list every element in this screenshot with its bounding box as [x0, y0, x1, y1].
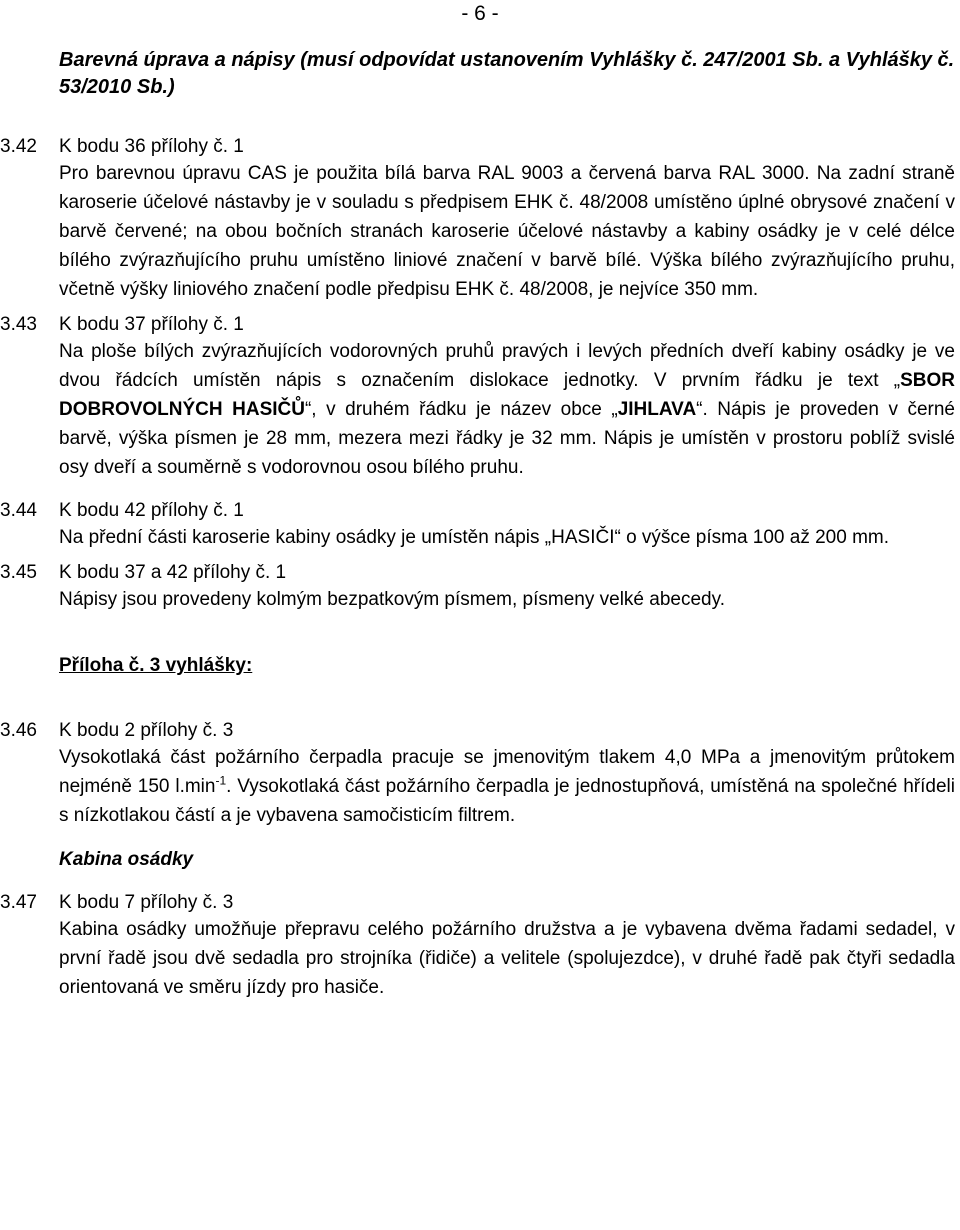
section-title: K bodu 7 přílohy č. 3 [59, 892, 234, 913]
intro-heading: Barevná úprava a nápisy (musí odpovídat ustanovením Vyhlášky č. 247/2001 Sb. a Vyhlášky č. 53/2010 Sb.) [59, 49, 955, 98]
section-3-42 [0, 134, 955, 304]
section-text: Kabina osádky umožňuje přepravu celého požárního družstva a je vybavena dvěma řadami sedadel, v první řadě jsou dvě sedadla pro strojníka (řidiče) a velitele (spolujezdce), v druhé řadě pak čtyři sedadla orientovaná ve směru jízdy pro hasiče. [59, 919, 955, 998]
section-number: 3.47 [0, 892, 37, 913]
section-heading [0, 312, 955, 337]
document-body [0, 47, 956, 1002]
page-number: - 6 - [461, 2, 499, 25]
section-3-45 [0, 560, 955, 614]
section-text: Nápisy jsou provedeny kolmým bezpatkovým písmem, písmeny velké abecedy. [59, 589, 725, 610]
section-title: K bodu 36 přílohy č. 1 [59, 136, 244, 157]
section-heading [0, 134, 955, 159]
section-heading [0, 718, 955, 743]
section-number: 3.46 [0, 720, 37, 741]
town-name-bold: JIHLAVA [617, 399, 697, 420]
section-title: K bodu 37 a 42 přílohy č. 1 [59, 562, 287, 583]
text-part: “. Nápis je proveden v černé barvě, výška písmen je 28 mm, mezera mezi řádky je 32 mm. Nápis je umístěn v prostoru poblíž svislé osy dveří a souměrně s vodorovnou osou bílého pruhu. [59, 399, 956, 478]
section-number: 3.43 [0, 314, 37, 335]
section-3-46 [0, 718, 955, 830]
text-part: “, v druhém řádku je název obce „ [304, 399, 618, 420]
text-part: . Vysokotlaká část požárního čerpadla je jednostupňová, umístěná na společné hřídeli s nízkotlakou částí a je vybavena samočisticím filtrem. [59, 776, 955, 826]
section-heading [0, 560, 955, 585]
section-text [59, 743, 955, 830]
section-number: 3.44 [0, 500, 37, 521]
section-title: K bodu 2 přílohy č. 3 [59, 720, 234, 741]
section-3-44 [0, 498, 955, 552]
section-heading [0, 890, 955, 915]
annex-heading: Příloha č. 3 vyhlášky: [59, 655, 253, 676]
section-title: K bodu 42 přílohy č. 1 [59, 500, 244, 521]
section-3-43 [0, 312, 956, 482]
text-part: Na ploše bílých zvýrazňujících vodorovných pruhů pravých i levých předních dveří kabiny osádky je ve dvou řádcích umístěn nápis s označením dislokace jednotky. V prvním řádku je text „ [59, 341, 955, 391]
unit-name-bold: SBOR DOBROVOLNÝCH HASIČŮ [59, 370, 955, 420]
cabin-heading: Kabina osádky [59, 849, 194, 870]
section-heading [0, 498, 955, 523]
text-part: Vysokotlaká část požárního čerpadla pracuje se jmenovitým tlakem 4,0 MPa a jmenovitým průtokem nejméně 150 l.min [59, 747, 955, 797]
section-text: Na přední části karoserie kabiny osádky je umístěn nápis „HASIČI“ o výšce písma 100 až 200 mm. [59, 527, 890, 548]
superscript: -1 [215, 773, 227, 788]
section-text [59, 337, 955, 482]
section-number: 3.45 [0, 562, 37, 583]
section-3-47 [0, 890, 955, 1002]
section-text: Pro barevnou úpravu CAS je použita bílá barva RAL 9003 a červená barva RAL 3000. Na zadní straně karoserie účelové nástavby je v souladu s předpisem EHK č. 48/2008 umístěno úplné obrysové značení v barvě červené; na obou bočních stranách karoserie účelové nástavby a kabiny osádky je v celé délce bílého zvýrazňujícího pruhu umístěno liniové značení v barvě bílé. Výška bílého zvýrazňujícího pruhu, včetně výšky liniového značení podle předpisu EHK č. 48/2008, je nejvíce 350 mm. [59, 163, 955, 300]
section-title: K bodu 37 přílohy č. 1 [59, 314, 244, 335]
section-number: 3.42 [0, 136, 37, 157]
